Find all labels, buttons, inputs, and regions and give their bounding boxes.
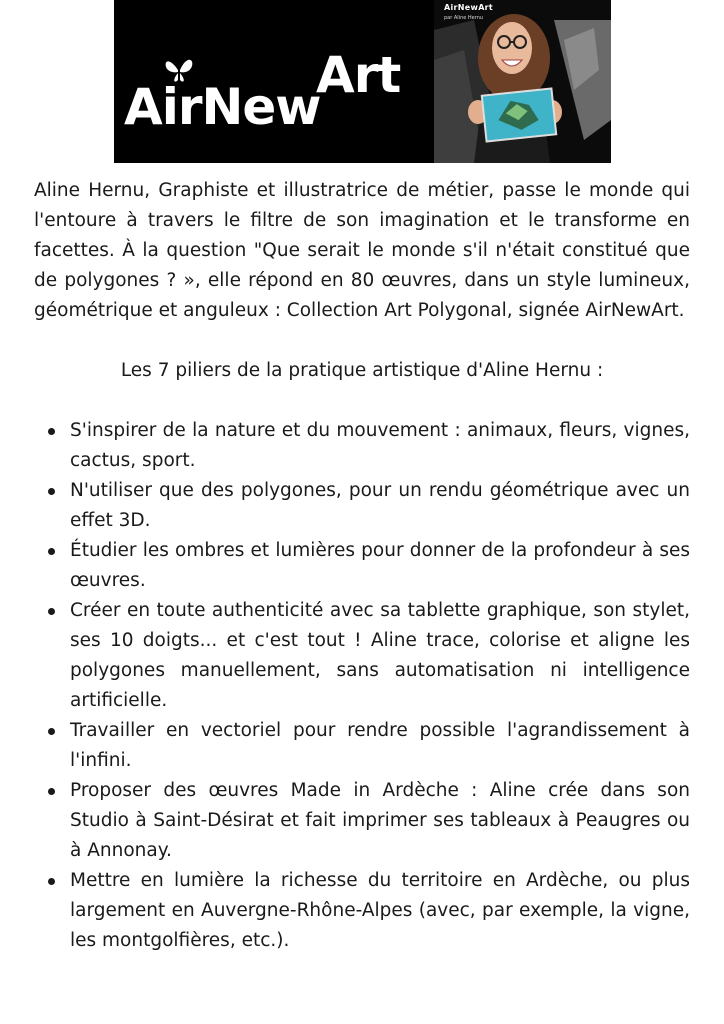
list-item-text: S'inspirer de la nature et du mouvement : animaux, fleurs, vignes, cactus, sport. [70, 420, 690, 471]
list-item [34, 476, 690, 536]
artist-photo [434, 0, 611, 163]
article-body [34, 176, 690, 956]
header-banner [114, 0, 611, 163]
bullet-icon [48, 488, 55, 495]
list-item [34, 596, 690, 716]
list-item-text: Mettre en lumière la richesse du territoire en Ardèche, ou plus largement en Auvergne-Rhône-Alpes (avec, par exemple, la vigne, les montgolfières, etc.). [70, 870, 690, 951]
photo-subtitle: par Aline Hernu [444, 15, 484, 21]
bullet-icon [48, 428, 55, 435]
pillars-heading: Les 7 piliers de la pratique artistique d'Aline Hernu : [120, 360, 604, 381]
list-item [34, 776, 690, 866]
list-item [34, 866, 690, 956]
logo-main-text: AirNew [124, 78, 321, 136]
photo-illustration [434, 0, 611, 163]
list-item [34, 716, 690, 776]
airnewart-logo [114, 0, 434, 163]
list-item-text: Créer en toute authenticité avec sa tablette graphique, son stylet, ses 10 doigts... et c'est tout ! Aline trace, colorise et aligne les polygones manuellement, sans automatisation ni intelligence artificielle. [70, 600, 690, 711]
list-item-text: N'utiliser que des polygones, pour un rendu géométrique avec un effet 3D. [70, 480, 690, 531]
bullet-icon [48, 548, 55, 555]
list-item [34, 416, 690, 476]
photo-logo: AirNewArt [444, 3, 494, 12]
list-item-text: Proposer des œuvres Made in Ardèche : Aline crée dans son Studio à Saint-Désirat et fait imprimer ses tableaux à Peaugres ou à Annonay. [70, 780, 690, 861]
bullet-icon [48, 878, 55, 885]
bullet-icon [48, 728, 55, 735]
bullet-icon [48, 608, 55, 615]
bullet-icon [48, 788, 55, 795]
intro-paragraph: Aline Hernu, Graphiste et illustratrice de métier, passe le monde qui l'entoure à travers le filtre de son imagination et le transforme en facettes. À la question "Que serait le monde s'il n'était constitué que de polygones ? », elle répond en 80 œuvres, dans un style lumineux, géométrique et anguleux : Collection Art Polygonal, signée AirNewArt. [34, 180, 690, 321]
list-item-text: Travailler en vectoriel pour rendre possible l'agrandissement à l'infini. [70, 720, 690, 771]
pillars-list [34, 416, 690, 956]
list-item-text: Étudier les ombres et lumières pour donner de la profondeur à ses œuvres. [70, 540, 690, 591]
list-item [34, 536, 690, 596]
logo-art-text: Art [316, 46, 401, 104]
